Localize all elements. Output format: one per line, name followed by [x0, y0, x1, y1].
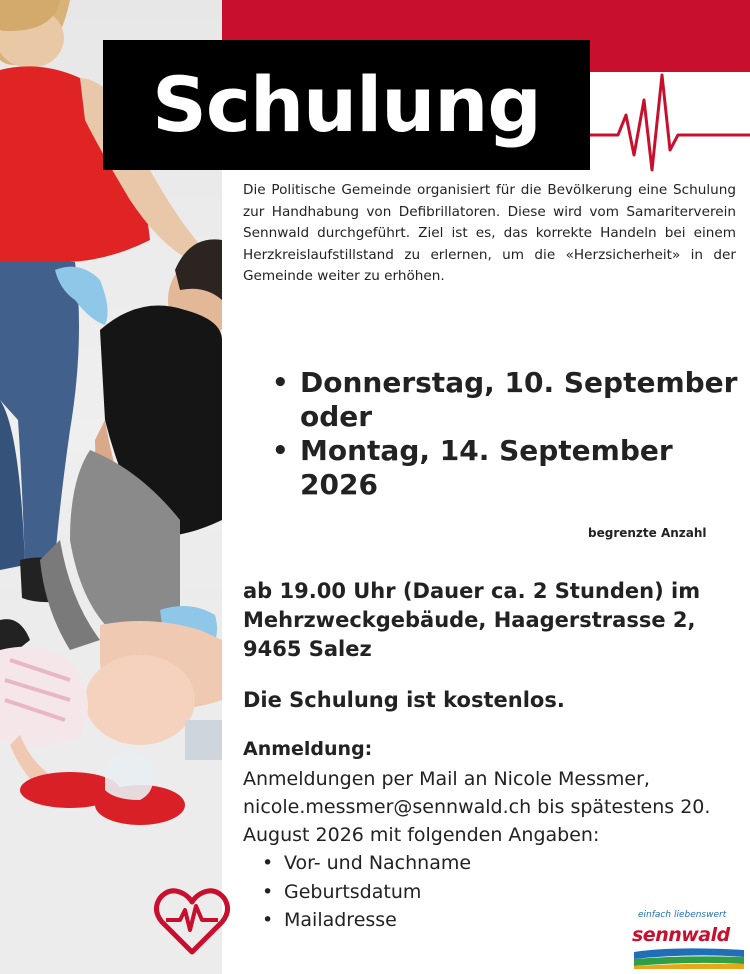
date-item: • Donnerstag, 10. September oder	[272, 366, 742, 434]
registration-heading: Anmeldung:	[243, 738, 373, 760]
requirement-item: • Mailadresse	[262, 906, 471, 935]
registration-text: Anmeldungen per Mail an Nicole Messmer, nicole.messmer@sennwald.ch bis spätestens 20. August 2026 mit folgenden Angaben:	[243, 768, 711, 846]
heartbeat-line-icon	[590, 70, 750, 180]
logo-tagline: einfach liebenswert	[638, 910, 727, 920]
page-title: Schulung	[152, 60, 541, 149]
date-item: • Montag, 14. September 2026	[272, 434, 742, 502]
registration-requirements	[262, 849, 471, 935]
heart-pulse-icon	[152, 886, 232, 958]
cost-note: Die Schulung ist kostenlos.	[243, 688, 565, 712]
requirement-item: • Geburtsdatum	[262, 878, 471, 907]
sennwald-logo	[632, 910, 747, 970]
time-location: ab 19.00 Uhr (Dauer ca. 2 Stunden) im Mehrzweckgebäude, Haagerstrasse 2, 9465 Salez	[243, 579, 701, 661]
limited-note: begrenzte Anzahl	[588, 526, 707, 540]
requirement-item: • Vor- und Nachname	[262, 849, 471, 878]
intro-paragraph: Die Politische Gemeinde organisiert für die Bevölkerung eine Schulung zur Handhabung von Defibrillatoren. Diese wird vom Samariterverein Sennwald durchgeführt. Ziel ist es, das korrekte Handeln bei einem Herzkreislaufstillstand zu erlernen, um die «Herzsicherheit» in der Gemeinde weiter zu erhöhen.	[243, 182, 736, 284]
logo-name: sennwald	[632, 924, 730, 946]
title-box	[103, 40, 590, 170]
date-list	[272, 366, 742, 502]
